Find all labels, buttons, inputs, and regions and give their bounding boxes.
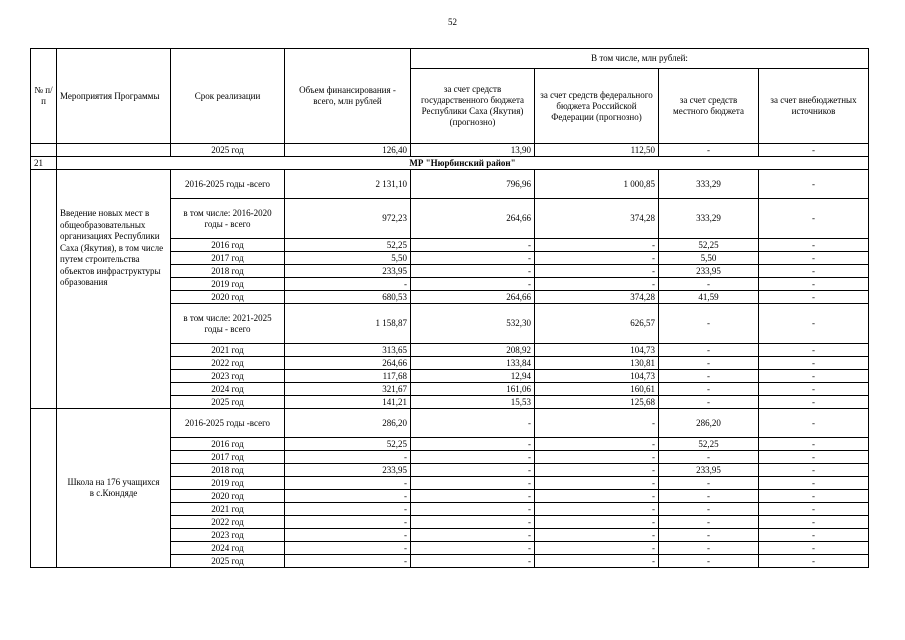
local-cell: - [659,278,759,291]
measure-label: Введение новых мест в общеобразовательных организациях Республики Саха (Якутия), в том числе путем строительства объектов инфраструктуры образования [57,170,171,409]
section-row [31,157,869,170]
extra-cell: - [759,304,869,344]
num-cell [31,144,57,157]
local-cell: - [659,357,759,370]
federal-cell: - [535,438,659,451]
section-number: 21 [31,157,57,170]
federal-cell: - [535,409,659,438]
extra-cell: - [759,239,869,252]
federal-cell: 374,28 [535,199,659,239]
local-cell: 5,50 [659,252,759,265]
local-cell: - [659,529,759,542]
federal-cell: 104,73 [535,370,659,383]
state-cell: - [411,490,535,503]
financing-table [30,48,869,568]
state-cell: 208,92 [411,344,535,357]
state-cell: 12,94 [411,370,535,383]
federal-cell: 104,73 [535,344,659,357]
extra-cell: - [759,542,869,555]
state-cell: - [411,529,535,542]
state-cell: 796,96 [411,170,535,199]
total-cell: - [285,278,411,291]
local-cell: - [659,344,759,357]
period-cell: 2016 год [171,239,285,252]
federal-cell: - [535,464,659,477]
local-cell: 333,29 [659,199,759,239]
state-cell: - [411,477,535,490]
header-num: № п/п [31,49,57,144]
period-cell: 2016-2025 годы -всего [171,409,285,438]
period-cell: 2022 год [171,357,285,370]
federal-cell: - [535,278,659,291]
total-cell: - [285,477,411,490]
measure-label: Школа на 176 учащихся в с.Кюндяде [57,409,171,568]
local-cell: 52,25 [659,438,759,451]
period-cell: 2016-2025 годы -всего [171,170,285,199]
state-cell: 13,90 [411,144,535,157]
total-cell: - [285,451,411,464]
federal-cell: 112,50 [535,144,659,157]
federal-cell: 374,28 [535,291,659,304]
local-cell: - [659,144,759,157]
period-cell: 2025 год [171,144,285,157]
federal-cell: - [535,503,659,516]
extra-cell: - [759,144,869,157]
header-state: за счет средств государственного бюджета Республики Саха (Якутия) (прогнозно) [411,69,535,144]
period-cell: в том числе: 2021-2025 годы - всего [171,304,285,344]
federal-cell: 626,57 [535,304,659,344]
total-cell: 141,21 [285,396,411,409]
local-cell: 41,59 [659,291,759,304]
local-cell: - [659,516,759,529]
page-number: 52 [448,17,457,27]
total-cell: - [285,555,411,568]
federal-cell: 1 000,85 [535,170,659,199]
state-cell: 264,66 [411,199,535,239]
header-row-1 [31,49,869,69]
federal-cell: - [535,516,659,529]
total-cell: 117,68 [285,370,411,383]
total-cell: - [285,529,411,542]
header-extra: за счет внебюджетных источников [759,69,869,144]
header-total: Объем финансирования - всего, млн рублей [285,49,411,144]
state-cell: - [411,516,535,529]
period-cell: 2017 год [171,451,285,464]
header-local: за счет средств местного бюджета [659,69,759,144]
state-cell: - [411,278,535,291]
total-cell: 1 158,87 [285,304,411,344]
total-cell: - [285,503,411,516]
header-federal: за счет средств федерального бюджета Российской Федерации (прогнозно) [535,69,659,144]
total-cell: 52,25 [285,239,411,252]
total-cell: 286,20 [285,409,411,438]
period-cell: 2023 год [171,370,285,383]
period-cell: 2017 год [171,252,285,265]
state-cell: - [411,239,535,252]
event-cell [57,144,171,157]
total-cell: 233,95 [285,265,411,278]
extra-cell: - [759,291,869,304]
total-cell: 2 131,10 [285,170,411,199]
state-cell: - [411,503,535,516]
local-cell: - [659,370,759,383]
state-cell: 161,06 [411,383,535,396]
total-cell: 972,23 [285,199,411,239]
num-cell [31,409,57,568]
period-cell: 2020 год [171,291,285,304]
total-cell: 233,95 [285,464,411,477]
period-cell: 2022 год [171,516,285,529]
federal-cell: - [535,239,659,252]
state-cell: - [411,252,535,265]
local-cell: 233,95 [659,464,759,477]
state-cell: - [411,409,535,438]
extra-cell: - [759,383,869,396]
header-period: Срок реализации [171,49,285,144]
extra-cell: - [759,265,869,278]
extra-cell: - [759,464,869,477]
local-cell: 286,20 [659,409,759,438]
total-cell: 5,50 [285,252,411,265]
state-cell: - [411,451,535,464]
period-cell: в том числе: 2016-2020 годы - всего [171,199,285,239]
local-cell: 333,29 [659,170,759,199]
extra-cell: - [759,199,869,239]
table-row [31,170,869,199]
extra-cell: - [759,278,869,291]
extra-cell: - [759,529,869,542]
federal-cell: - [535,542,659,555]
local-cell: - [659,477,759,490]
extra-cell: - [759,252,869,265]
state-cell: 264,66 [411,291,535,304]
period-cell: 2025 год [171,396,285,409]
local-cell: - [659,383,759,396]
extra-cell: - [759,396,869,409]
extra-cell: - [759,490,869,503]
period-cell: 2018 год [171,464,285,477]
total-cell: - [285,516,411,529]
extra-cell: - [759,370,869,383]
total-cell: 264,66 [285,357,411,370]
local-cell: 233,95 [659,265,759,278]
total-cell: 321,67 [285,383,411,396]
period-cell: 2021 год [171,503,285,516]
local-cell: - [659,542,759,555]
state-cell: 133,84 [411,357,535,370]
federal-cell: - [535,477,659,490]
local-cell: 52,25 [659,239,759,252]
num-cell [31,170,57,409]
federal-cell: - [535,252,659,265]
period-cell: 2018 год [171,265,285,278]
state-cell: - [411,438,535,451]
local-cell: - [659,396,759,409]
federal-cell: 160,61 [535,383,659,396]
period-cell: 2016 год [171,438,285,451]
state-cell: 532,30 [411,304,535,344]
local-cell: - [659,503,759,516]
period-cell: 2020 год [171,490,285,503]
extra-cell: - [759,438,869,451]
header-event: Мероприятия Программы [57,49,171,144]
federal-cell: - [535,529,659,542]
total-cell: 313,65 [285,344,411,357]
extra-cell: - [759,409,869,438]
extra-cell: - [759,344,869,357]
extra-cell: - [759,170,869,199]
table-row [31,409,869,438]
header-incl: В том числе, млн рублей: [411,49,869,69]
local-cell: - [659,304,759,344]
total-cell: 126,40 [285,144,411,157]
period-cell: 2019 год [171,278,285,291]
extra-cell: - [759,516,869,529]
period-cell: 2024 год [171,383,285,396]
local-cell: - [659,451,759,464]
extra-cell: - [759,503,869,516]
total-cell: 52,25 [285,438,411,451]
period-cell: 2025 год [171,555,285,568]
state-cell: 15,53 [411,396,535,409]
federal-cell: - [535,490,659,503]
state-cell: - [411,464,535,477]
state-cell: - [411,555,535,568]
federal-cell: - [535,451,659,464]
local-cell: - [659,555,759,568]
extra-cell: - [759,477,869,490]
extra-cell: - [759,357,869,370]
section-title: МР "Нюрбинский район" [57,157,869,170]
extra-cell: - [759,555,869,568]
period-cell: 2019 год [171,477,285,490]
extra-cell: - [759,451,869,464]
federal-cell: - [535,265,659,278]
period-cell: 2021 год [171,344,285,357]
federal-cell: 125,68 [535,396,659,409]
period-cell: 2023 год [171,529,285,542]
local-cell: - [659,490,759,503]
federal-cell: 130,81 [535,357,659,370]
period-cell: 2024 год [171,542,285,555]
federal-cell: - [535,555,659,568]
total-cell: - [285,490,411,503]
total-cell: - [285,542,411,555]
total-cell: 680,53 [285,291,411,304]
table-row [31,144,869,157]
state-cell: - [411,265,535,278]
state-cell: - [411,542,535,555]
